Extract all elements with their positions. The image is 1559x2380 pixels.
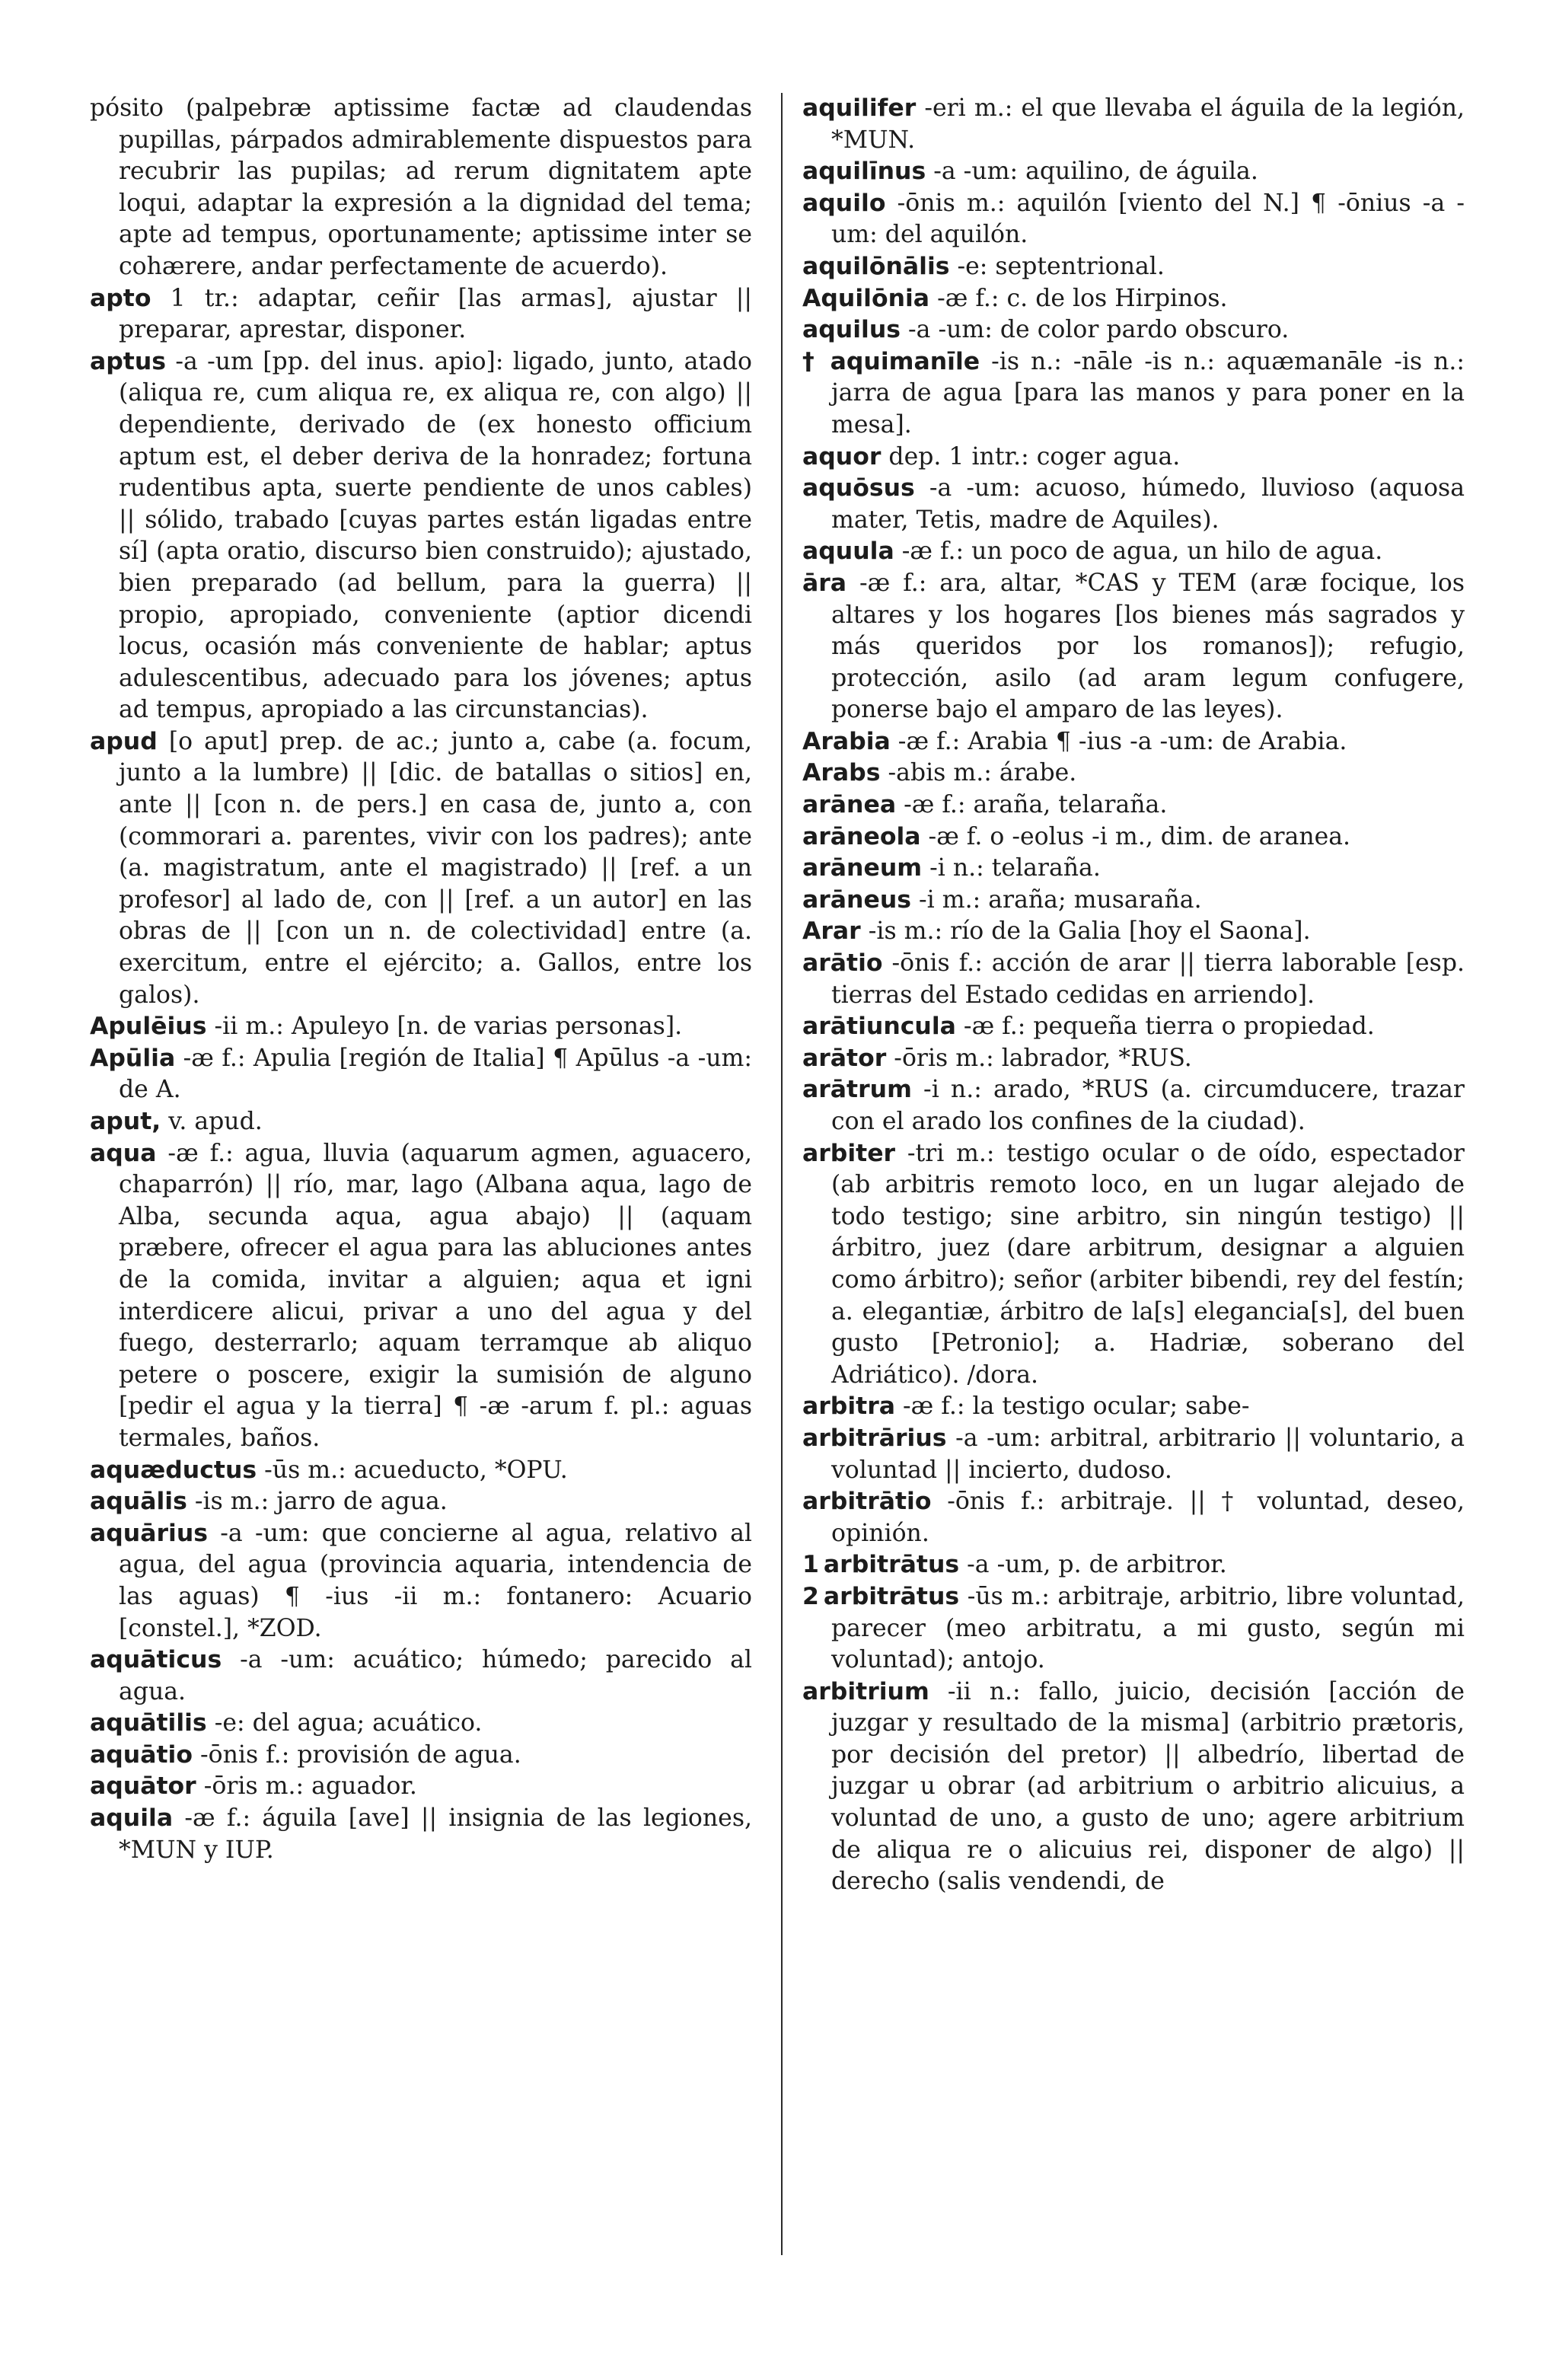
entry-headword: Apūlia bbox=[90, 1044, 176, 1072]
entry-headword: arbitrārius bbox=[802, 1424, 947, 1452]
entry-definition: -a -um: que concierne al agua, relativo al agua, del agua (provincia aquaria, intendencia de las aguas) ¶ -ius -ii m.: fontanero: Acuario [constel.], *ZOD. bbox=[119, 1519, 753, 1642]
entry-definition: -æ f.: pequeña tierra o propiedad. bbox=[963, 1013, 1375, 1041]
entry-headword: Arabia bbox=[802, 727, 891, 755]
entry-headword: aquātor bbox=[90, 1772, 196, 1801]
entry-definition: dep. 1 intr.: coger agua. bbox=[888, 442, 1181, 471]
entry-headword: aptus bbox=[90, 347, 167, 375]
entry-headword: arāneus bbox=[802, 885, 912, 914]
dictionary-entry bbox=[90, 283, 752, 346]
entry-headword: Apulēius bbox=[90, 1013, 207, 1041]
left-column bbox=[90, 93, 752, 1866]
entry-definition: -ūs m.: acueducto, *OPU. bbox=[264, 1456, 568, 1484]
dictionary-entry bbox=[90, 1645, 752, 1708]
entry-definition: -is m.: jarro de agua. bbox=[194, 1488, 448, 1516]
entry-headword: apto bbox=[90, 284, 151, 312]
entry-headword: aquālis bbox=[90, 1488, 187, 1516]
entry-definition: -e: septentrional. bbox=[957, 252, 1165, 280]
entry-definition: -æ f.: ara, altar, *CAS y TEM (aræ focique, los altares y los hogares [los bienes más sagrados y más queridos por los romanos]); refugio, protección, asilo (ad aram legum confugere, ponerse bajo el amparo de las leyes). bbox=[831, 569, 1465, 724]
dictionary-entry bbox=[802, 568, 1465, 726]
entry-definition: -a -um: acuoso, húmedo, lluvioso (aquosa mater, Tetis, madre de Aquiles). bbox=[831, 474, 1465, 534]
entry-headword: aquor bbox=[802, 442, 882, 471]
entry-headword: arātor bbox=[802, 1044, 887, 1072]
entry-headword: aquilīnus bbox=[802, 158, 926, 186]
dictionary-entry bbox=[802, 916, 1465, 948]
entry-headword: aqua bbox=[90, 1139, 157, 1167]
dictionary-entry bbox=[802, 822, 1465, 853]
dictionary-entry bbox=[802, 758, 1465, 790]
dictionary-entry bbox=[90, 1803, 752, 1866]
entry-definition: -abis m.: árabe. bbox=[888, 759, 1077, 787]
dictionary-entry bbox=[802, 1391, 1465, 1423]
dictionary-entry bbox=[802, 853, 1465, 885]
dictionary-entry bbox=[90, 1771, 752, 1803]
entry-definition: -æ f.: Apulia [región de Italia] ¶ Apūlus -a -um: de A. bbox=[119, 1044, 753, 1104]
entry-definition: -æ f.: un poco de agua, un hilo de agua. bbox=[901, 538, 1383, 566]
entry-definition: -æ f.: agua, lluvia (aquarum agmen, aguacero, chaparrón) || río, mar, lago (Albana aqua, lago de Alba, secunda aqua, agua abajo) || (aquam præbere, ofrecer el agua para las abluciones antes de la comida, invitar a alguien; aqua et igni interdicere alicui, privar a uno del agua y del fuego, desterrarlo; aquam terramque ab aliquo petere o poscere, exigir la sumisión de alguno [pedir el agua y la tierra] ¶ -æ -arum f. pl.: aguas termales, baños. bbox=[119, 1139, 752, 1452]
entry-definition: -ii m.: Apuleyo [n. de varias personas]. bbox=[214, 1013, 683, 1041]
entry-headword: arānea bbox=[802, 791, 897, 819]
entry-definition: -æ f.: c. de los Hirpinos. bbox=[937, 284, 1228, 312]
entry-definition: -a -um, p. de arbitror. bbox=[967, 1551, 1227, 1579]
entry-headword: † aquimanīle bbox=[802, 347, 980, 375]
entry-definition: -tri m.: testigo ocular o de oído, espectador (ab arbitris remoto loco, en un lugar alejado de todo testigo; sine arbitro, sin ningún testigo) || árbitro, juez (dare arbitrum, designar a alguien como árbitro); señor (arbiter bibendi, rey del festín; a. elegantiæ, árbitro de la[s] elegancia[s], del buen gusto [Petronio]; a. Hadriæ, soberano del Adriático). /dora. bbox=[831, 1139, 1465, 1389]
dictionary-entry bbox=[802, 1486, 1465, 1549]
dictionary-entry bbox=[802, 1043, 1465, 1075]
dictionary-entry bbox=[90, 1138, 752, 1455]
entry-definition: -i n.: telaraña. bbox=[929, 854, 1101, 882]
entry-definition: 1 tr.: adaptar, ceñir [las armas], ajustar || preparar, aprestar, disponer. bbox=[119, 284, 753, 344]
entry-definition: -ōnis f.: acción de arar || tierra laborable [esp. tierras del Estado cedidas en arriendo]. bbox=[831, 949, 1465, 1009]
entry-definition: -æ f.: Arabia ¶ -ius -a -um: de Arabia. bbox=[897, 727, 1347, 755]
entry-definition: pósito (palpebræ aptissime factæ ad claudendas pupillas, párpados admirablemente dispuestos para recubrir las pupilas; ad rerum dignitatem apte loqui, adaptar la expresión a la dignidad del tema; apte ad tempus, oportunamente; aptissime inter se cohærere, andar perfectamente de acuerdo). bbox=[90, 94, 752, 280]
dictionary-entry bbox=[802, 885, 1465, 917]
entry-definition: v. apud. bbox=[168, 1108, 263, 1135]
entry-definition: -ōnis f.: arbitraje. || † voluntad, deseo, opinión. bbox=[831, 1488, 1465, 1547]
entry-definition: -ōris m.: aguador. bbox=[203, 1772, 417, 1801]
entry-definition: -i m.: araña; musaraña. bbox=[919, 885, 1202, 914]
entry-definition: -i n.: arado, *RUS (a. circumducere, trazar con el arado los confines de la ciudad). bbox=[831, 1076, 1465, 1135]
dictionary-entry bbox=[802, 156, 1465, 188]
entry-headword: arbitrium bbox=[802, 1677, 929, 1705]
dictionary-entry bbox=[802, 473, 1465, 536]
entry-headword: Arar bbox=[802, 917, 861, 946]
entry-definition: -æ f.: araña, telaraña. bbox=[904, 791, 1168, 819]
dictionary-entry bbox=[802, 1549, 1465, 1581]
entry-definition: -æ f.: águila [ave] || insignia de las legiones, *MUN y IUP. bbox=[119, 1804, 753, 1864]
dictionary-entry bbox=[802, 1138, 1465, 1392]
homograph-number: 1 bbox=[802, 1551, 819, 1579]
dictionary-entry bbox=[802, 188, 1465, 251]
entry-definition: -ōris m.: labrador, *RUS. bbox=[894, 1044, 1192, 1072]
entry-headword: arbitrātio bbox=[802, 1488, 932, 1516]
dictionary-entry bbox=[802, 1677, 1465, 1898]
entry-headword: aquātio bbox=[90, 1740, 193, 1769]
entry-headword: aquōsus bbox=[802, 474, 915, 502]
entry-headword: aquāticus bbox=[90, 1646, 222, 1674]
entry-headword: arbiter bbox=[802, 1139, 896, 1167]
entry-headword: aquila bbox=[90, 1804, 174, 1833]
dictionary-entry bbox=[802, 251, 1465, 283]
dictionary-entry bbox=[90, 726, 752, 1011]
dictionary-entry bbox=[802, 1423, 1465, 1486]
entry-definition: -is n.: -nāle -is n.: aquæmanāle -is n.: jarra de agua [para las manos y para poner en la mesa]. bbox=[831, 347, 1465, 439]
entry-headword: Aquilōnia bbox=[802, 284, 930, 312]
homograph-number: 2 bbox=[802, 1582, 819, 1610]
entry-headword: arātiuncula bbox=[802, 1013, 956, 1041]
entry-definition: -ii n.: fallo, juicio, decisión [acción de juzgar y resultado de la misma] (arbitrio prætoris, por decisión del pretor) || albedrío, libertad de juzgar u obrar (ad arbitrium o arbitrio alicuius, a voluntad de uno, a gusto de uno; agere arbitrium de aliqua re o alicuius rei, disponer de algo) || derecho (salis vendendi, de bbox=[831, 1677, 1465, 1896]
entry-definition: -ūs m.: arbitraje, arbitrio, libre voluntad, parecer (meo arbitratu, a mi gusto, según mi voluntad); antojo. bbox=[831, 1582, 1465, 1674]
entry-definition: -ōnis f.: provisión de agua. bbox=[200, 1740, 521, 1769]
dictionary-entry bbox=[90, 1708, 752, 1740]
dictionary-entry bbox=[90, 346, 752, 726]
dictionary-entry bbox=[90, 1518, 752, 1645]
dictionary-entry bbox=[802, 536, 1465, 568]
dictionary-entry bbox=[802, 1011, 1465, 1043]
entry-headword: arātio bbox=[802, 949, 883, 978]
dictionary-entry bbox=[802, 726, 1465, 758]
entry-headword: arbitra bbox=[802, 1393, 895, 1421]
dictionary-entry bbox=[90, 1740, 752, 1772]
entry-headword: Arabs bbox=[802, 759, 881, 787]
entry-definition: -a -um: de color pardo obscuro. bbox=[908, 316, 1290, 344]
entry-definition: -eri m.: el que llevaba el águila de la legión, *MUN. bbox=[831, 94, 1465, 154]
entry-headword: aput, bbox=[90, 1108, 161, 1135]
right-column bbox=[802, 93, 1465, 1898]
entry-definition: -a -um: aquilino, de águila. bbox=[933, 158, 1258, 186]
entry-headword: aquula bbox=[802, 538, 894, 566]
dictionary-entry bbox=[802, 346, 1465, 442]
entry-headword: arbitrātus bbox=[823, 1551, 960, 1579]
entry-headword: arāneola bbox=[802, 822, 921, 850]
entry-headword: aquātilis bbox=[90, 1709, 207, 1737]
entry-definition: -is m.: río de la Galia [hoy el Saona]. bbox=[868, 917, 1311, 946]
dictionary-entry bbox=[90, 1486, 752, 1518]
entry-headword: āra bbox=[802, 569, 847, 597]
dictionary-entry bbox=[802, 314, 1465, 346]
entry-headword: aquilifer bbox=[802, 94, 917, 122]
entry-headword: aquilo bbox=[802, 189, 886, 217]
entry-headword: apud bbox=[90, 727, 158, 755]
entry-definition: -a -um: arbitral, arbitrario || voluntario, a voluntad || incierto, dudoso. bbox=[831, 1424, 1465, 1484]
dictionary-entry bbox=[802, 790, 1465, 822]
dictionary-entry bbox=[802, 1581, 1465, 1677]
dictionary-entry bbox=[802, 948, 1465, 1011]
dictionary-entry bbox=[90, 1106, 752, 1138]
entry-definition: -æ f.: la testigo ocular; sabe- bbox=[903, 1393, 1250, 1421]
entry-headword: arātrum bbox=[802, 1076, 912, 1104]
dictionary-entry bbox=[90, 1043, 752, 1106]
entry-headword: aquilōnālis bbox=[802, 252, 950, 280]
entry-definition: -æ f. o -eolus -i m., dim. de aranea. bbox=[928, 822, 1351, 850]
dictionary-entry bbox=[90, 1455, 752, 1487]
dictionary-entry bbox=[802, 93, 1465, 156]
dictionary-entry bbox=[90, 1011, 752, 1043]
dictionary-entry bbox=[802, 1074, 1465, 1137]
dictionary-entry bbox=[802, 283, 1465, 315]
dictionary-entry bbox=[90, 93, 752, 283]
entry-headword: aquārius bbox=[90, 1519, 208, 1547]
entry-headword: aquilus bbox=[802, 316, 901, 344]
dictionary-entry bbox=[802, 442, 1465, 474]
entry-headword: arāneum bbox=[802, 854, 923, 882]
entry-headword: arbitrātus bbox=[823, 1582, 960, 1610]
entry-headword: aquæductus bbox=[90, 1456, 257, 1484]
entry-definition: -a -um: acuático; húmedo; parecido al agua. bbox=[119, 1646, 752, 1705]
column-divider bbox=[781, 93, 783, 2255]
entry-definition: [o aput] prep. de ac.; junto a, cabe (a. focum, junto a la lumbre) || [dic. de batallas o sitios] en, ante || [con n. de pers.] en casa de, junto a, con (commorari a. parentes, vivir con los padres); ante (a. magistratum, ante el magistrado) || [ref. a un profesor] al lado de, con || [ref. a un autor] en las obras de || [con un n. de colectividad] entre (a. exercitum, entre el ejército; a. Gallos, entre los galos). bbox=[119, 727, 753, 1009]
entry-definition: -e: del agua; acuático. bbox=[214, 1709, 483, 1737]
entry-definition: -a -um [pp. del inus. apio]: ligado, junto, atado (aliqua re, cum aliqua re, ex aliqua re, con algo) || dependiente, derivado de (ex honesto officium aptum est, el deber deriva de la honradez; fortuna rudentibus apta, suerte pendiente de unos cables) || sólido, trabado [cuyas partes están ligadas entre sí] (apta oratio, discurso bien construido); ajustado, bien preparado (ad bellum, para la guerra) || propio, apropiado, conveniente (aptior dicendi locus, ocasión más conveniente de hablar; aptus adulescentibus, adecuado para los jóvenes; aptus ad tempus, apropiado a las circunstancias). bbox=[119, 347, 752, 724]
entry-definition: -ōnis m.: aquilón [viento del N.] ¶ -ōnius -a -um: del aquilón. bbox=[831, 189, 1465, 249]
